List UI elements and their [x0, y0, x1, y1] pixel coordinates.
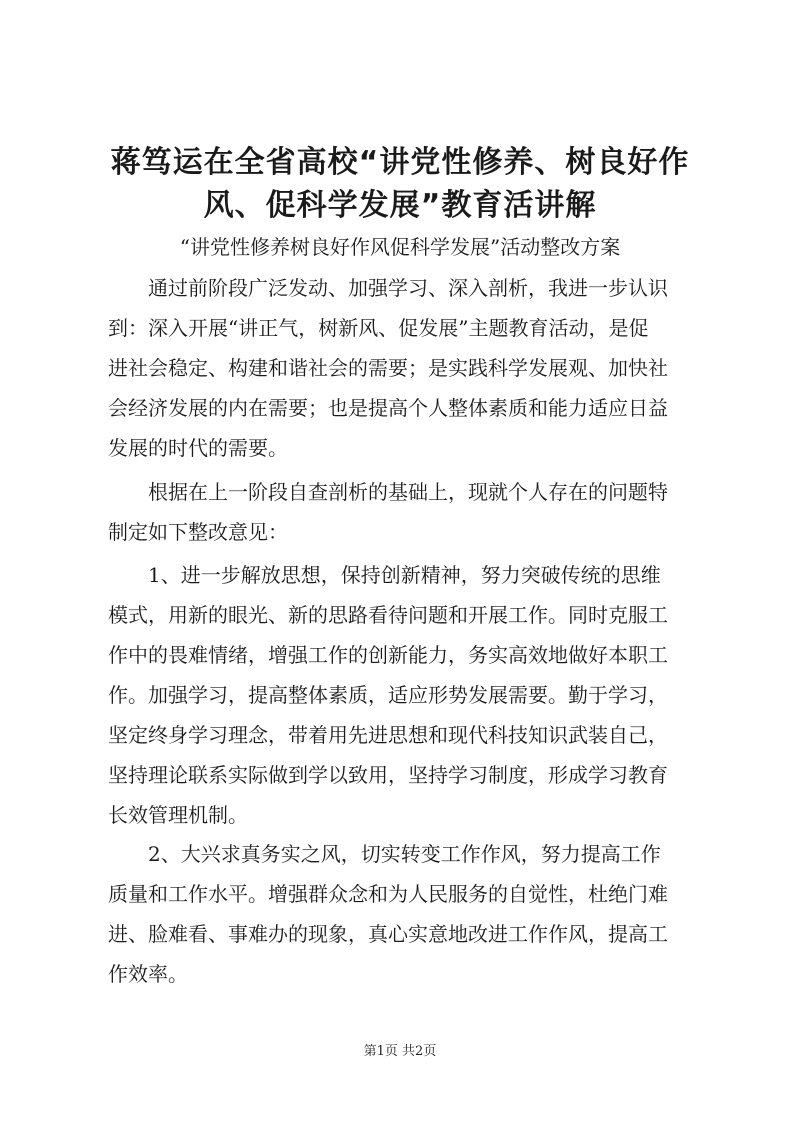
- paragraph-line: 坚定终身学习理念，带着用先进思想和现代科技知识武装自己，: [108, 723, 668, 747]
- paragraph-line: 发展的时代的需要。: [108, 436, 288, 460]
- paragraph-4: [108, 834, 708, 994]
- paragraph-line: 到：深入开展“讲正气，树新风、促发展”主题教育活动，是促: [108, 316, 649, 340]
- paragraph-line: 进社会稳定、构建和谐社会的需要；是实践科学发展观、加快社: [108, 356, 668, 380]
- paragraph-line: 作。加强学习，提高整体素质，适应形势发展需要。勤于学习，: [108, 683, 668, 707]
- paragraph-line: 作效率。: [108, 962, 188, 986]
- document-title-line-2: 风、促科学发展”教育活讲解: [203, 188, 597, 223]
- paragraph-line: 坚持理论联系实际做到学以致用，坚持学习制度，形成学习教育: [108, 763, 668, 787]
- paragraph-line: 1、进一步解放思想，保持创新精神，努力突破传统的思维: [108, 563, 661, 587]
- paragraph-1: [108, 268, 708, 468]
- paragraph-line: 制定如下整改意见：: [108, 520, 288, 544]
- paragraph-2: [108, 472, 708, 552]
- paragraph-line: 作中的畏难情绪，增强工作的创新能力，务实高效地做好本职工: [108, 643, 668, 667]
- page-footer: 第1页 共2页: [363, 1044, 437, 1059]
- document-subtitle: “讲党性修养树良好作风促科学发展”活动整改方案: [179, 235, 621, 259]
- paragraph-line: 根据在上一阶段自查剖析的基础上，现就个人存在的问题特: [108, 480, 668, 504]
- paragraph-line: 质量和工作水平。增强群众念和为人民服务的自觉性，杜绝门难: [108, 882, 668, 906]
- paragraph-line: 通过前阶段广泛发动、加强学习、深入剖析，我进一步认识: [108, 276, 668, 300]
- paragraph-line: 长效管理机制。: [108, 803, 248, 827]
- paragraph-line: 2、大兴求真务实之风，切实转变工作作风，努力提高工作: [108, 842, 661, 866]
- document-title-line-1: 蒋笃运在全省高校“讲党性修养、树良好作: [110, 145, 690, 180]
- paragraph-line: 会经济发展的内在需要；也是提高个人整体素质和能力适应日益: [108, 396, 668, 420]
- paragraph-3: [108, 555, 708, 835]
- paragraph-line: 进、脸难看、事难办的现象，真心实意地改进工作作风，提高工: [108, 922, 668, 946]
- paragraph-line: 模式，用新的眼光、新的思路看待问题和开展工作。同时克服工: [108, 603, 668, 627]
